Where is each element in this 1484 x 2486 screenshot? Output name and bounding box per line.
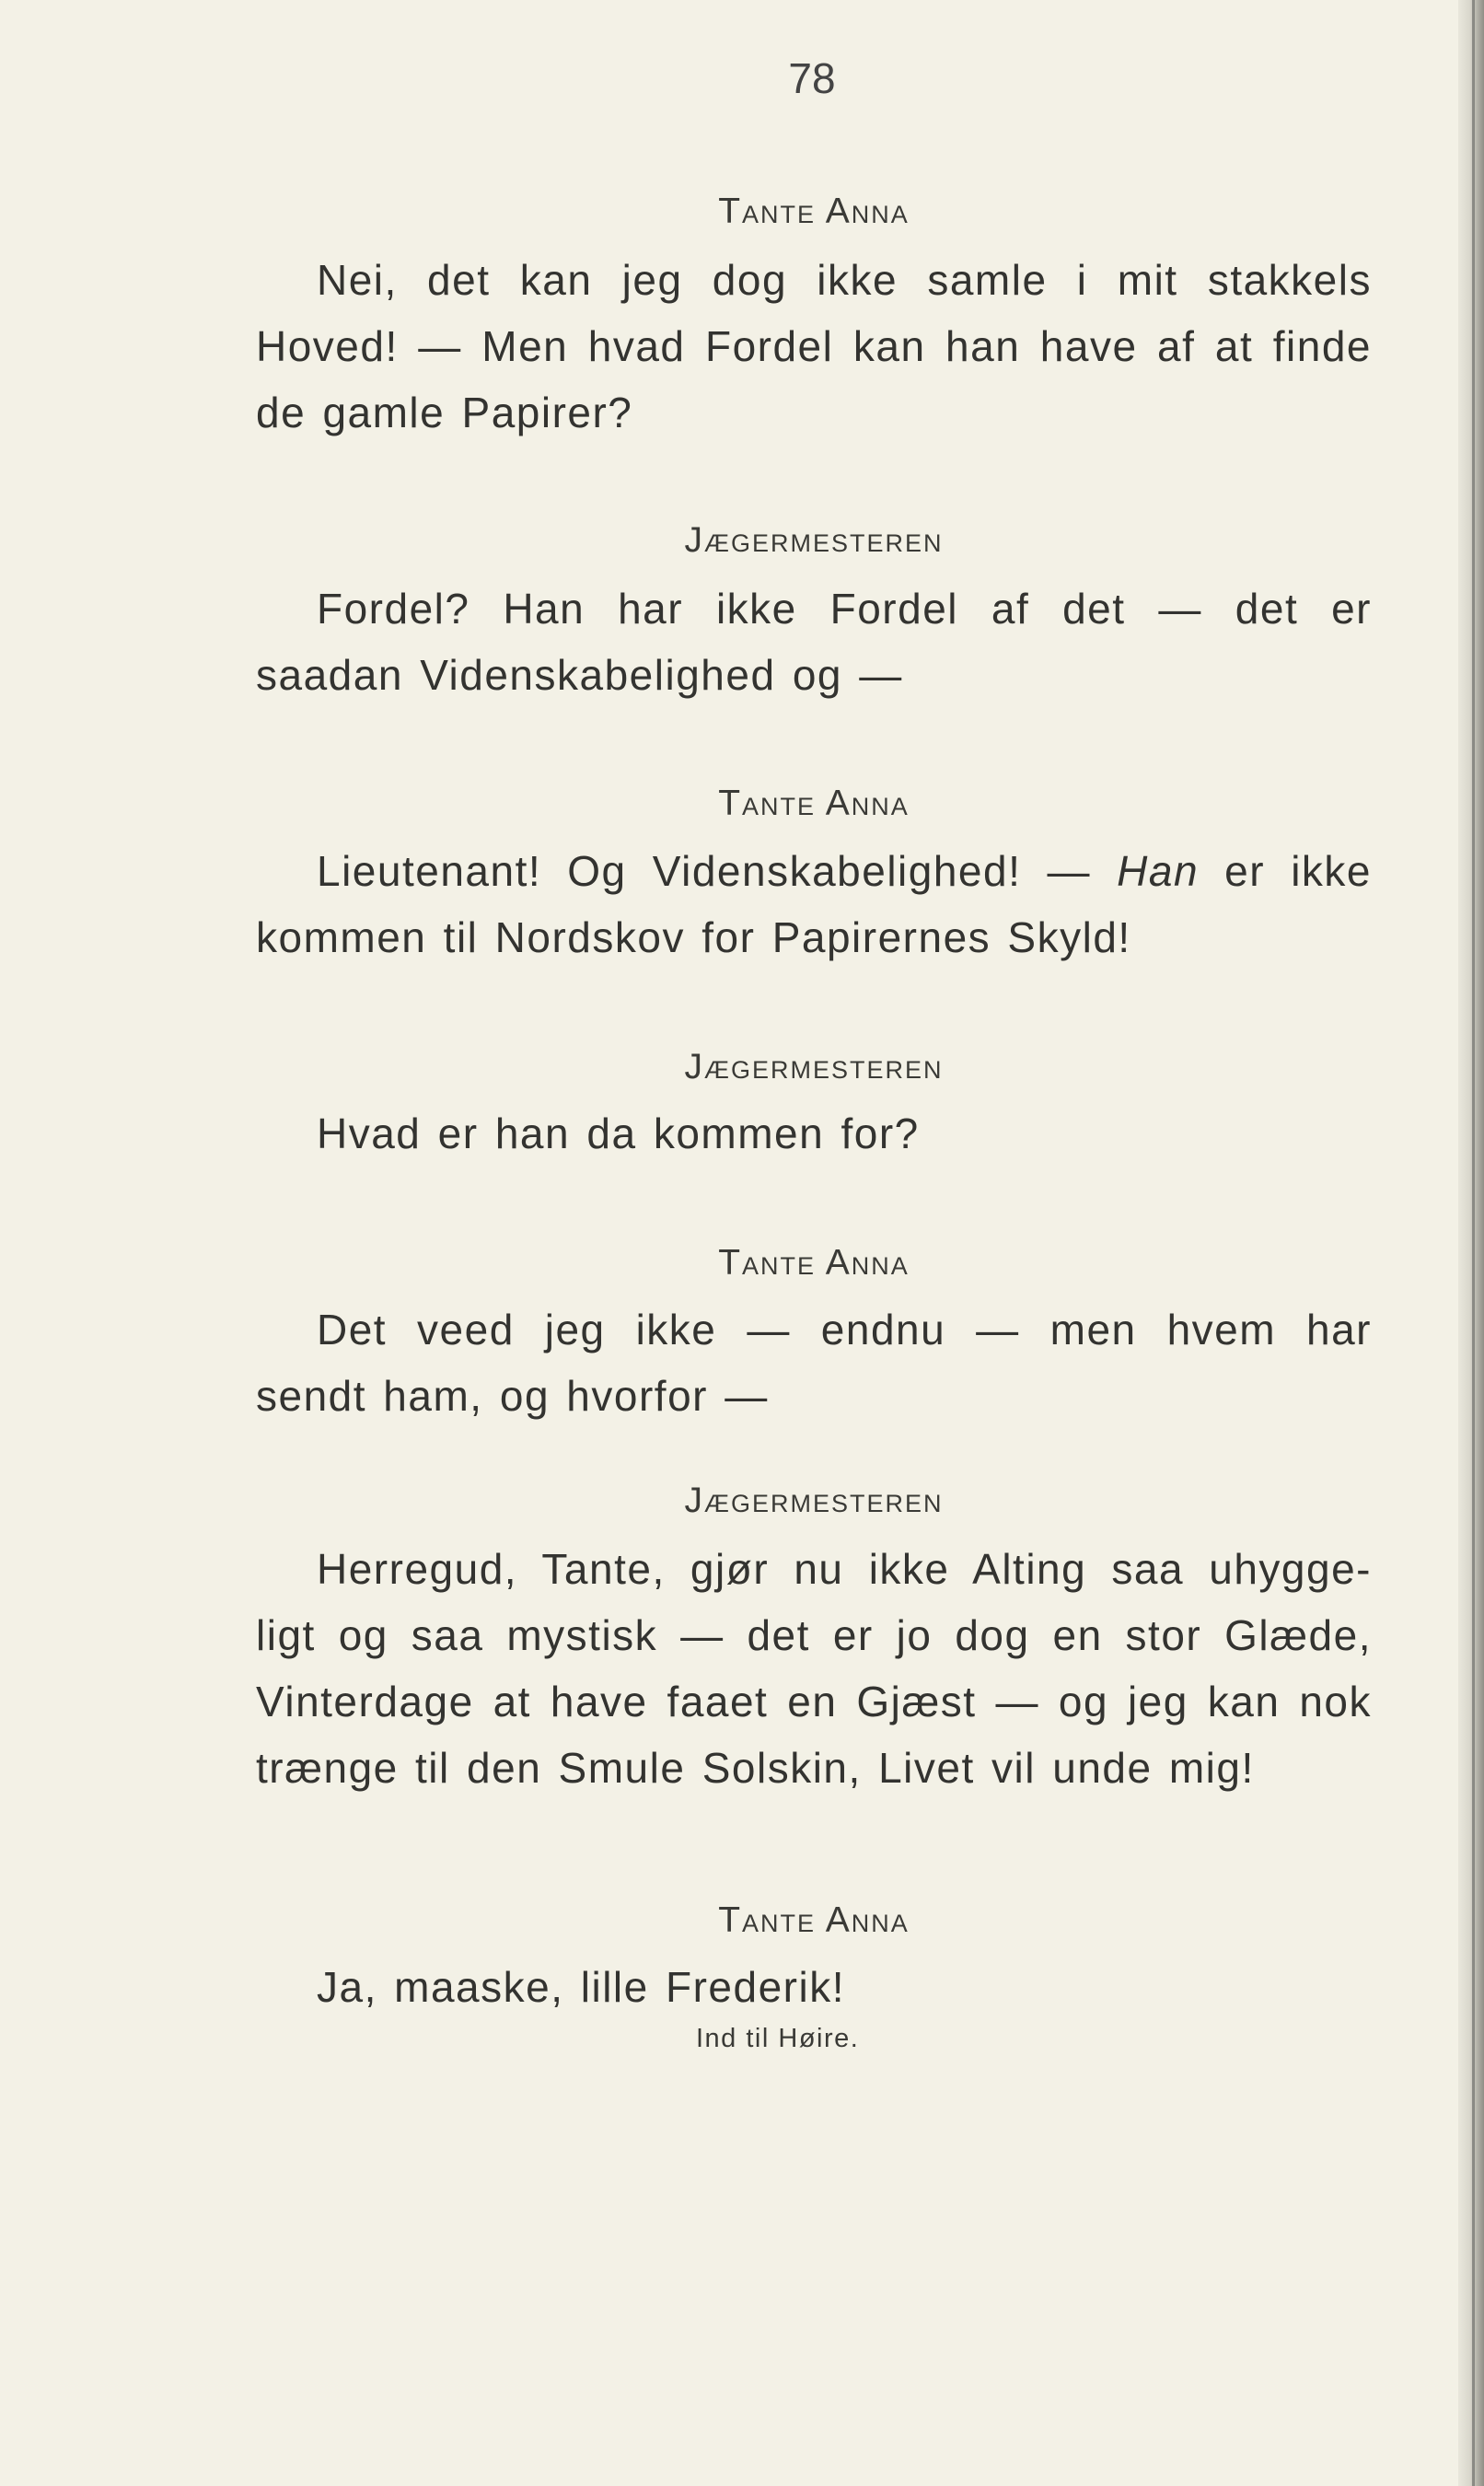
stage-direction: Ind til Høire.: [696, 2024, 860, 2053]
dialogue-text: Herregud, Tante, gjør nu ikke Alting saa uhygge-ligt og saa mystisk — det er jo dog en stor Glæde, Vinterdage at have faaet en Gjæst — og jeg kan nok trænge til den Smule Solskin, Livet vil unde mig!: [256, 1545, 1372, 1792]
dialogue-text-part: Lieutenant! Og Videnskabelighed! —: [317, 847, 1118, 895]
page-number: 78: [788, 54, 836, 102]
dialogue-emphasis: Han: [1117, 847, 1200, 895]
speaker-name: Jægermesteren: [684, 1047, 944, 1086]
speaker-name: Tante Anna: [718, 1900, 910, 1940]
speaker-name: Tante Anna: [718, 192, 910, 231]
book-binding-shadow: [1472, 0, 1475, 2486]
speaker-name: Jægermesteren: [684, 520, 944, 560]
book-binding-edge: [1458, 0, 1484, 2486]
dialogue-text: Fordel? Han har ikke Fordel af det — det er saadan Videnskabelighed og —: [256, 585, 1372, 699]
dialogue-text: Det veed jeg ikke — endnu — men hvem har sendt ham, og hvorfor —: [256, 1306, 1372, 1420]
dialogue-text: Ja, maaske, lille Frederik!: [317, 1963, 845, 2011]
speaker-name: Jægermesteren: [684, 1481, 944, 1520]
speaker-name: Tante Anna: [718, 784, 910, 823]
speaker-name: Tante Anna: [718, 1243, 910, 1283]
dialogue-text: Hvad er han da kommen for?: [317, 1109, 920, 1157]
dialogue-text: Nei, det kan jeg dog ikke samle i mit stakkels Hoved! — Men hvad Fordel kan han have af at finde de gamle Papirer?: [256, 256, 1372, 436]
dialogue-text-part: er ikke kommen til Nordskov for Papirernes Skyld!: [256, 847, 1373, 961]
dialogue-text: [256, 838, 1372, 970]
